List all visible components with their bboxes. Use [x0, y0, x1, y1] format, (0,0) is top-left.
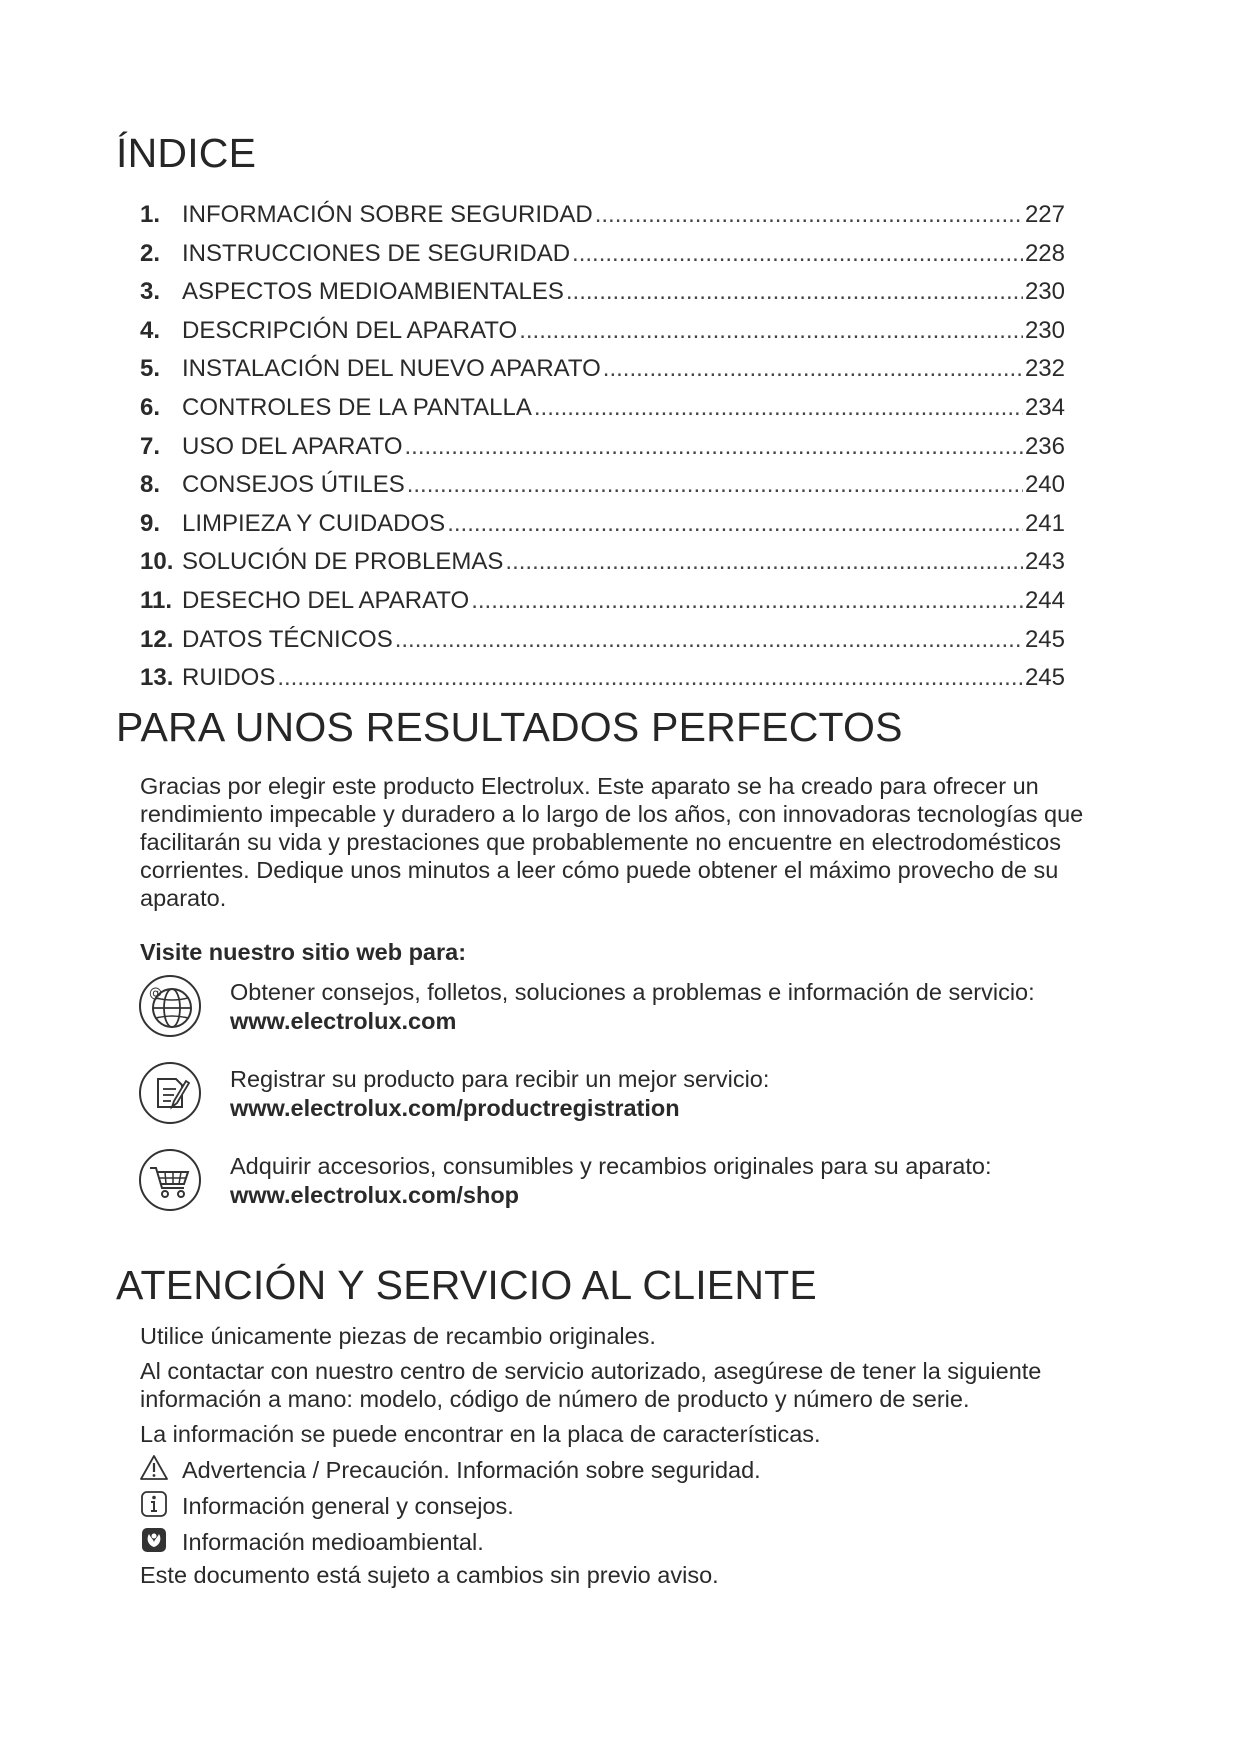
toc-leader-dots	[603, 350, 1023, 389]
website-link-text	[230, 978, 1035, 1036]
shop-link-description: Adquirir accesorios, consumibles y recambios originales para su aparato:	[230, 1153, 992, 1179]
toc-leader-dots	[471, 582, 1023, 621]
registration-link-text	[230, 1065, 769, 1123]
warning-icon	[140, 1454, 168, 1482]
service-heading: ATENCIÓN Y SERVICIO AL CLIENTE	[116, 1262, 817, 1308]
intro-paragraph: Gracias por elegir este producto Electrolux. Este aparato se ha creado para ofrecer un rendimiento impecable y duradero a lo largo de los años, con innovadoras tecnologías que facilitarán su vida y prestaciones que probablemente no encuentre en electrodomésticos corrientes. Dedique unos minutos a leer cómo puede obtener el máximo provecho de su aparato.	[140, 773, 1084, 911]
toc-leader-dots	[519, 312, 1023, 351]
website-url-link[interactable]: www.electrolux.com	[230, 1008, 457, 1034]
toc-leader-dots	[566, 273, 1023, 312]
toc-leader-dots	[447, 505, 1023, 544]
registration-link-description: Registrar su producto para recibir un mejor servicio:	[230, 1066, 770, 1092]
toc-leader-dots	[405, 428, 1023, 467]
toc-item[interactable]	[140, 196, 1065, 235]
toc-item-page: 240	[1024, 471, 1065, 499]
toc-item-page: 232	[1024, 355, 1065, 383]
registration-link-row	[138, 1061, 1098, 1131]
toc-item-number: 1.	[140, 201, 161, 228]
toc-item-number: 9.	[140, 509, 161, 537]
toc-leader-dots	[534, 389, 1023, 428]
toc-item-page: 243	[1024, 548, 1065, 576]
toc-item-page: 241	[1024, 509, 1065, 537]
website-link-row	[138, 974, 1098, 1044]
toc-item-page: 230	[1024, 316, 1065, 344]
toc-item-title: INFORMACIÓN SOBRE SEGURIDAD	[182, 201, 593, 228]
shop-link-row	[138, 1148, 1098, 1218]
toc-item-page: 228	[1024, 239, 1065, 267]
toc-item[interactable]	[140, 466, 1065, 505]
toc-item[interactable]	[140, 350, 1065, 389]
legend-environment-text: Información medioambiental.	[182, 1529, 484, 1555]
toc-item-number: 7.	[140, 432, 161, 460]
toc-item-title: DESECHO DEL APARATO	[182, 586, 470, 614]
toc-item[interactable]	[140, 428, 1065, 467]
table-of-contents	[140, 196, 1065, 698]
toc-item-title: DESCRIPCIÓN DEL APARATO	[182, 316, 518, 344]
toc-item[interactable]	[140, 389, 1065, 428]
legend-info-text: Información general y consejos.	[182, 1493, 514, 1519]
toc-item-title: CONTROLES DE LA PANTALLA	[182, 393, 532, 421]
toc-leader-dots	[395, 621, 1023, 660]
toc-item-page: 236	[1024, 432, 1065, 460]
svg-text:@: @	[149, 986, 162, 1001]
results-heading: PARA UNOS RESULTADOS PERFECTOS	[116, 704, 903, 750]
service-contact-info: Al contactar con nuestro centro de servicio autorizado, asegúrese de tener la siguiente información a mano: modelo, código de número de producto y número de serie.	[140, 1358, 1042, 1412]
toc-leader-dots	[277, 659, 1023, 698]
toc-item-title: LIMPIEZA Y CUIDADOS	[182, 509, 446, 537]
toc-item-number: 8.	[140, 471, 161, 499]
toc-item[interactable]	[140, 312, 1065, 351]
visit-website-label: Visite nuestro sitio web para:	[140, 939, 467, 965]
toc-item[interactable]	[140, 621, 1065, 660]
environment-icon	[140, 1526, 168, 1554]
toc-item-page: 227	[1024, 201, 1065, 228]
toc-item-title: CONSEJOS ÚTILES	[182, 471, 405, 499]
toc-leader-dots	[407, 466, 1023, 505]
toc-leader-dots	[595, 196, 1023, 235]
toc-item-page: 245	[1024, 664, 1065, 692]
toc-item-number: 12.	[140, 625, 174, 653]
globe-icon	[138, 974, 202, 1038]
toc-item-number: 11.	[140, 586, 173, 614]
toc-leader-dots	[505, 543, 1023, 582]
legend-warning-text: Advertencia / Precaución. Información sobre seguridad.	[182, 1457, 761, 1483]
toc-leader-dots	[572, 235, 1023, 274]
toc-item-title: ASPECTOS MEDIOAMBIENTALES	[182, 278, 564, 306]
toc-item[interactable]	[140, 505, 1065, 544]
cart-icon	[138, 1148, 202, 1212]
toc-item-page: 245	[1024, 625, 1065, 653]
toc-item-number: 2.	[140, 239, 161, 267]
register-icon	[138, 1061, 202, 1125]
toc-item-number: 4.	[140, 316, 161, 344]
toc-item-number: 13.	[140, 664, 174, 692]
index-heading: ÍNDICE	[116, 130, 257, 176]
toc-item-page: 234	[1024, 393, 1065, 421]
toc-item-title: INSTALACIÓN DEL NUEVO APARATO	[182, 355, 601, 383]
toc-item-number: 3.	[140, 278, 161, 306]
toc-item-title: INSTRUCCIONES DE SEGURIDAD	[182, 239, 571, 267]
toc-item-title: RUIDOS	[182, 664, 276, 692]
toc-item-title: DATOS TÉCNICOS	[182, 625, 393, 653]
toc-item[interactable]	[140, 659, 1065, 698]
info-icon	[140, 1490, 168, 1518]
toc-item-page: 244	[1024, 586, 1065, 614]
toc-item-page: 230	[1024, 278, 1065, 306]
service-rating-plate: La información se puede encontrar en la placa de características.	[140, 1421, 821, 1447]
toc-item-title: USO DEL APARATO	[182, 432, 403, 460]
toc-item-number: 6.	[140, 393, 161, 421]
toc-item[interactable]	[140, 582, 1065, 621]
registration-url-link[interactable]: www.electrolux.com/productregistration	[230, 1095, 680, 1121]
shop-url-link[interactable]: www.electrolux.com/shop	[230, 1182, 520, 1208]
service-disclaimer: Este documento está sujeto a cambios sin previo aviso.	[140, 1562, 719, 1588]
toc-item-title: SOLUCIÓN DE PROBLEMAS	[182, 548, 504, 576]
toc-item[interactable]	[140, 543, 1065, 582]
shop-link-text	[230, 1152, 992, 1210]
service-original-parts: Utilice únicamente piezas de recambio originales.	[140, 1323, 656, 1349]
toc-item-number: 10.	[140, 548, 174, 576]
toc-item[interactable]	[140, 273, 1065, 312]
toc-item[interactable]	[140, 235, 1065, 274]
website-link-description: Obtener consejos, folletos, soluciones a problemas e información de servicio:	[230, 979, 1035, 1005]
toc-item-number: 5.	[140, 355, 161, 383]
